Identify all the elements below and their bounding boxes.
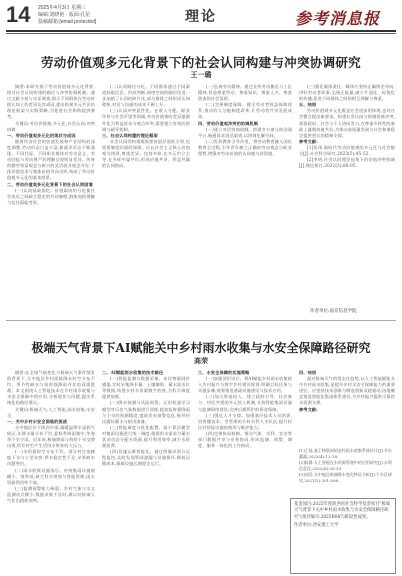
article-1-heading: 四、劳动价值观冲突的协调机制 [198,120,259,126]
article-1-heading: 三、社会认同构建的理论框架 [102,132,158,138]
editor-credit: 编辑:刘晓艳 · 版面:孔星 [38,12,91,18]
article-2-paragraph: (三)强化人才支撑。加强基层技术人员培训,培育懂技术、会管理的乡村水利人才队伍,提升村民对智能设施的使用与维护能力。 [198,412,292,430]
article-2-paragraph: (二)雨水收集设施落后。传统集雨设施规模小、效率低,缺乏科学规划与智能管理,雨水资源利用率不高。 [7,467,95,485]
article-2-paragraph: (三)监测预警能力薄弱。乡村气象与水文监测站点稀少,数据采集不及时,难以对极端天气作出精准预判。 [7,485,95,503]
article-2-references [299,448,395,484]
article-2-paragraph: 面对极端天气的常态化趋势,以人工智能赋能关中乡村雨水收集,是提升乡村水安全保障能力的重要途径。应坚持技术创新与制度创新双轮驱动,因地制宜推进智能化集雨体系建设,为乡村振兴提供可靠的水资源支撑。 [299,376,395,406]
author-affiliation: 作者单位:西安理工大学 [294,522,339,528]
section-title: 理论 [185,8,217,24]
article-2-heading: 三、水安全保障的实施策略 [198,370,250,375]
article-2-column-3 [198,370,292,573]
masthead-rule [6,30,396,32]
article-2-paragraph: 关键词:极端天气;人工智能;雨水收集;水安全 [7,406,95,418]
masthead-rule-thin [6,33,396,34]
article-1-column-3 [198,84,292,304]
article-1-column-1 [7,84,95,304]
article-1-paragraph: (一)弘扬劳动精神。通过宣传劳动模范与工匠精神,营造尊重劳动、尊重知识、尊重人才、尊重创造的社会氛围。 [198,84,292,102]
article-2-paragraph: (一)智能监测与数据采集。布设物联网传感器,实时采集降水量、土壤墒情、蓄水池水位等数据,构建乡村水资源数字底座,为科学调度提供依据。 [102,376,190,400]
article-1-column-2 [102,84,190,304]
newspaper-logo: 参考消息报 [295,9,381,28]
article-1-author: 王一璐 [190,70,212,79]
submission-email[interactable]: 投稿邮箱:[email protected] [38,19,97,25]
article-2-heading: 四、结语 [299,370,317,375]
article-1-paragraph: 社会认同的构建既需要价值层面的引领,也需要制度层面的保障。应以社会主义核心价值观为统领,尊重差异、包容多样,在多元中立主导,在多样中谋共识,形成价值共享、利益共赢的认同格局。 [102,138,190,169]
funding-note-box [290,498,396,574]
article-2-paragraph: (三)智能调度与优化配置。基于算法模型对集雨设施进行统一调度,根据用水需求与蓄水状况动态分配水资源,提升利用效率,减少水资源浪费。 [102,424,190,449]
article-1-paragraph: (一)认同基础弱化。价值取向的分化使社会成员之间缺乏稳定的共同参照,群体间的理解与信任面临考验。 [7,187,95,205]
article-2-heading: 参考文献: [299,406,318,412]
article-1-paragraph: (二)发挥教育引导作用。将劳动教育融入国民教育全过程,引导青年树立正确的劳动观念与职业理想,增强对劳动价值的认同感与获得感。 [198,138,292,157]
issue-info [38,5,96,26]
article-2-heading: 二、AI赋能雨水收集的技术路径 [102,370,164,375]
funding-note: 基金项目:2025年度陕西省社会科学基金项目"极端天气背景下关中乡村雨水收集与水安全保障路径研究"(项目编号:2025R087)阶段性成果。 [294,502,390,520]
page-number: 14 [6,2,31,27]
article-2-paragraph: (二)加大资金投入。建立政府引导、社会参与、村民共建的多元投入机制,支持智能集雨设施与监测网络建设,完善后期管护的资金保障。 [198,394,292,412]
article-2-author: 高荣 [194,356,208,365]
reference-item: [2]陈静.人工智能在水资源管理中的应用研究[J].水利信息化,2022(6):33-39. [299,460,392,471]
article-1-paragraph: (一)建立对话协商机制。搭建多方参与的沟通平台,畅通诉求表达渠道,以协商化解分歧。 [198,126,292,138]
article-1-paragraph: 随着经济社会的快速发展和产业结构的深度调整,劳动形态日益丰富,新就业形态不断涌现。不同代际、不同职业群体对劳动意义、劳动回报与劳动尊严的理解呈现明显差异。传统的勤劳致富观念与新兴的灵活就业观念并存,个体价值追求与集体价值导向交织,构成了劳动价值观多元化的基本图景。 [7,138,95,181]
article-2-paragraph: (二)降水预测与风险预警。运用机器学习模型对历史气象数据进行训练,提高短时强降雨与干旱的预测精度,提前发布预警信息,指导村民做好蓄水与防汛准备。 [102,400,190,424]
article-2-column-1 [7,370,95,573]
article-1-heading: 参考文献: [299,138,318,144]
reference-item: [3]刘洋.关中地区极端降水变化特征分析[J].干旱区研究,2021(2):201-208. [299,472,392,483]
article-2-paragraph: 关中地区位于陕西中部,属暖温带半湿润气候区,年降水量分布不均,夏秋季降雨集中,冬春季干旱少雨。近年来,极端降雨与持续干旱交替出现,给乡村生产生活用水带来较大压力。 [7,424,95,449]
article-2-paragraph: (四)设施运维智能化。通过图像识别与远程监控,及时发现管网渗漏与设施损坏,降低运维成本,保障设施长期稳定运行。 [102,449,190,467]
article-1-heading: 五、结语 [299,102,317,108]
article-1-author-affiliation: 作者单位:南京信息学院 [310,309,357,314]
article-2-paragraph: 摘要:在全球气候变化与极端天气事件频发的背景下,关中地区乡村面临降水时空分布不均、季节性缺水与短时强降雨并存的双重挑战。本文围绕人工智能技术在乡村雨水收集与水安全保障中的应用,分析现状与问题,提出系统化的路径建议。 [7,370,95,406]
article-1-paragraph: (二)认同路径分化。不同群体通过不同渠道获取信息、形成判断,网络空间的圈层化进一步加剧了认同的碎片化,部分群体之间形成认知壁垒,对话与沟通的成本不断上升。 [102,84,190,108]
article-1-paragraph: 关键词:劳动价值观;多元化;社会认同;冲突协调 [7,120,95,132]
article-1-heading: 二、劳动价值观多元化背景下的社会认同困境 [7,181,93,187]
article-1-paragraph: (二)完善制度保障。健全劳动者权益保障体系,推动收入分配制度改革,让劳动者共享发展成果。 [198,102,292,120]
article-1-paragraph: [1]张伟.新时代劳动价值观的多元化与社会整合[J].社会科学研究,2023(5):45-52. [299,144,395,157]
article-1-paragraph: 摘要:本研究基于劳动价值观多元化背景,探讨社会认同构建的路径与冲突协调机制。通过文献分析与实证调查,揭示不同群体在劳动价值认知上的差异及其成因,提出构建多元共识的理论框架与实践策略,为促进社会和谐提供参考。 [7,84,95,120]
article-2-paragraph: (四)完善协同机制。推动气象、水利、农业等部门数据共享与业务协同,形成监测、预警、调度、服务一体化的工作格局。 [198,430,292,449]
article-2-heading: 一、关中乡村水安全面临的挑战 [7,418,68,424]
article-1-paragraph: 劳动价值观多元化既是社会进步的体现,也对社会整合提出新要求。构建社会认同与协调价值冲突,需要政府、社会与个人协同发力,在尊重多样性的基础上凝聚价值共识,为推动高质量发展与社会和谐稳定提供坚实的精神支撑。 [299,108,395,138]
article-divider [6,320,396,321]
article-1-title: 劳动价值观多元化背景下的社会认同构建与冲突协调研究 [40,55,361,70]
article-2-paragraph: (一)加强顶层设计。将AI赋能乡村雨水收集纳入乡村振兴与数字乡村建设规划,明确目标任务与实施步骤,统筹推进基础设施建设与技术应用。 [198,376,292,394]
article-1-column-4 [299,84,395,299]
article-2-paragraph: (一)水资源时空分布不均。部分村庄依赖地下水与小型水窖,供水稳定性不足,旱季缺水问题突出。 [7,449,95,467]
article-1-paragraph: [2]李明.社会认同理论视角下的价值冲突协调[J].理论探讨,2022(3):88-95. [299,157,395,169]
article-1-heading: 一、劳动价值观多元化的现状与成因 [7,132,76,138]
issue-date: 2025年4月3日 星期三 [38,5,87,11]
article-1-paragraph: (三)认同冲突显性化。在收入分配、职业评价与社会声望等领域,劳动价值观的差异逐渐外化为利益诉求与观点冲突,需要建立有效的协调与疏导机制。 [102,108,190,132]
masthead [0,0,402,44]
article-1-paragraph: (三)强化媒体责任。媒体应坚持正确舆论导向,讲好劳动者故事,弘扬正能量,减少片面化、标签化的传播,促进不同群体之间的相互理解与尊重。 [299,84,395,102]
article-2-title: 极端天气背景下AI赋能关中乡村雨水收集与水安全保障路径研究 [31,341,371,355]
reference-item: [1]王磊.基于物联网的农村雨水收集系统设计[J].节水灌溉,2023(4):12-18. [299,448,392,459]
article-2-column-2 [102,370,190,573]
